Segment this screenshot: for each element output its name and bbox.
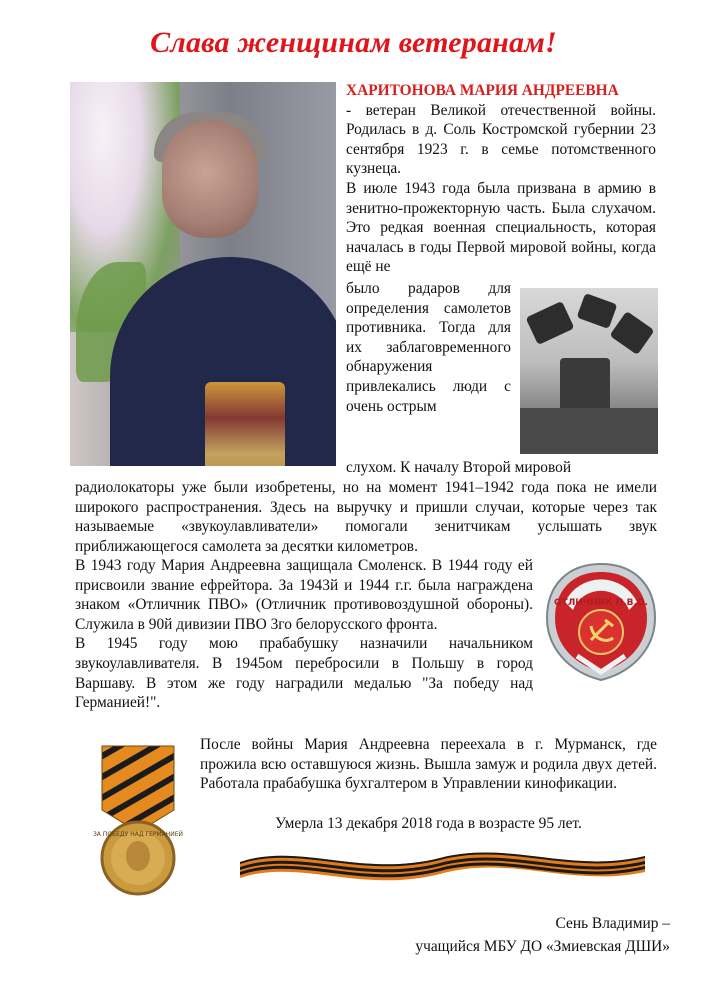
paragraph-death: Умерла 13 декабря 2018 года в возрасте 95 лет. xyxy=(275,815,582,832)
paragraph-service: В июле 1943 года была призвана в армию в зенитно-прожекторную часть. Была слухачом. Это редкая военная специальность, которая началась в годы Первой мировой войны, когда ещё не xyxy=(346,179,656,276)
paragraph-smolensk: В 1943 году Мария Андреевна защищала Смоленск. В 1944 году ей присвоили звание ефрейтора. За 1943й и 1944 г.г. была награждена знаком «Отличник ПВО» (Отличник противовоздушной обороны). Служила в 90й дивизии ПВО 3го белорусского фронта. xyxy=(75,557,533,633)
veteran-name: ХАРИТОНОВА МАРИЯ АНДРЕЕВНА xyxy=(346,82,619,99)
paragraph-murmansk: После войны Мария Андреевна переехала в г. Мурманск, где прожила всю оставшуюся жизнь. Вышла замуж и родила двух детей. Работала прабабушка бухгалтером в Управлении кинофикации. xyxy=(200,736,657,793)
paragraph-postwar-block xyxy=(200,735,657,794)
victory-medal xyxy=(88,740,188,900)
excellent-air-defense-badge xyxy=(543,560,659,684)
paragraph-radar-end xyxy=(346,458,656,478)
paragraph-death-block xyxy=(200,814,657,834)
paragraph-radar-narrow: было радаров для определения самолетов противника. Тогда для их заблаговременного обнаружения привлекались люди с очень острым xyxy=(346,280,511,415)
paragraph-radar-text xyxy=(346,279,511,416)
st-george-ribbon xyxy=(240,838,645,886)
page-title: Слава женщинам ветеранам! xyxy=(150,26,557,59)
signature-line-2: учащийся МБУ ДО «Змиевская ДШИ» xyxy=(415,938,670,955)
veteran-portrait-photo xyxy=(70,82,336,466)
paragraph-radar-end-line: слухом. К началу Второй мировой xyxy=(346,459,572,476)
signature-line-1: Сень Владимир – xyxy=(555,915,670,932)
sound-locator-photo xyxy=(520,288,658,454)
intro-block xyxy=(346,81,656,277)
paragraph-radar-continuation: радиолокаторы уже были изобретены, но на момент 1941–1942 года пока не имели широкого распространения. Здесь на выручку и пришли случаи, которые через так называемые «звукоулавливатели» помогали зенитчикам услышать звук приближающегося самолета за десятки километров. xyxy=(75,479,657,555)
paragraph-radar-wide xyxy=(75,478,657,556)
paragraphs-war-block xyxy=(75,556,533,713)
badge-inscription: ОТЛИЧНИК П.В.О. xyxy=(554,598,648,608)
medal-inscription: ЗА ПОБЕДУ НАД ГЕРМАНИЕЙ xyxy=(92,831,184,838)
intro-bio: - ветеран Великой отечественной войны. Родилась в д. Соль Костромской губернии 23 сентября 1923 г. в семье потомственного кузнеца. xyxy=(346,101,656,178)
paragraph-warsaw: В 1945 году мою прабабушку назначили начальником звукоулавливателя. В 1945ом перебросили в Польшу в город Варшаву. В этом же году наградили медалью "За победу над Германией!". xyxy=(75,635,533,712)
